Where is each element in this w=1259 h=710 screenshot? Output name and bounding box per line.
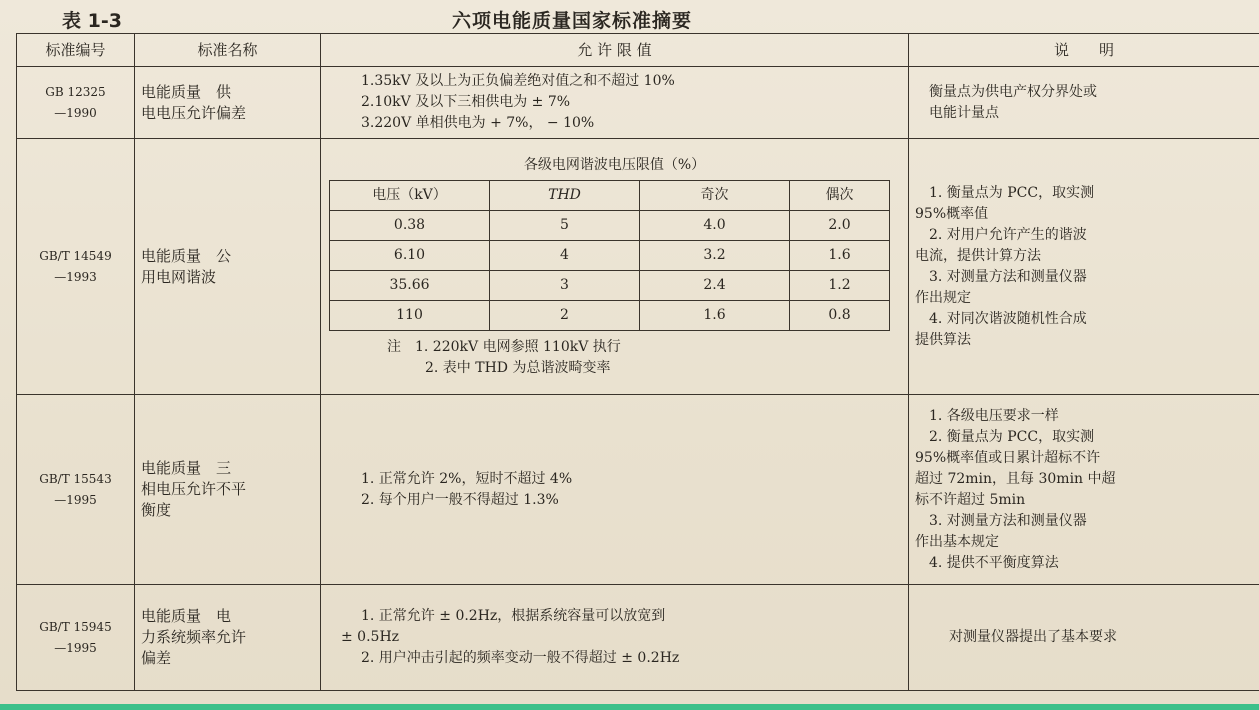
table-row — [17, 585, 1259, 691]
standard-code: GB/T 15945 —1995 — [17, 585, 135, 691]
standard-code: GB 12325 —1990 — [17, 67, 135, 139]
limit-cell: 1. 正常允许 ± 0.2Hz，根据系统容量可以放宽到 ± 0.5Hz 2. 用户冲击引起的频率变动一般不得超过 ± 0.2Hz — [321, 585, 909, 691]
harmonic-col-odd: 奇次 — [640, 180, 790, 210]
limit-cell: 1. 正常允许 2%，短时不超过 4% 2. 每个用户一般不得超过 1.3% — [321, 395, 909, 585]
header-row — [17, 34, 1259, 67]
table-row — [17, 139, 1259, 395]
table-title: 六项电能质量国家标准摘要 — [452, 10, 693, 32]
table-row — [17, 395, 1259, 585]
harmonic-col-voltage: 电压（kV） — [330, 180, 490, 210]
standard-name: 电能质量 供 电电压允许偏差 — [135, 67, 321, 139]
limit-cell: 1.35kV 及以上为正负偏差绝对值之和不超过 10% 2.10kV 及以下三相供电为 ± 7% 3.220V 单相供电为 + 7%， − 10% — [321, 67, 909, 139]
harmonic-table — [329, 180, 890, 331]
note-cell: 1. 衡量点为 PCC，取实测 95%概率值 2. 对用户允许产生的谐波 电流，提供计算方法 3. 对测量方法和测量仪器 作出规定 4. 对同次谐波随机性合成 提供算法 — [909, 139, 1259, 395]
harmonic-col-thd: THD — [490, 180, 640, 210]
harmonic-table-title: 各级电网谐波电压限值（%） — [523, 156, 706, 173]
standard-code: GB/T 15543 —1995 — [17, 395, 135, 585]
harmonic-row: 6.10 4 3.2 1.6 — [330, 240, 890, 270]
header-code: 标准编号 — [17, 34, 135, 67]
table-number: 表 1-3 — [62, 10, 122, 32]
note-cell: 对测量仪器提出了基本要求 — [909, 585, 1259, 691]
standard-name: 电能质量 三 相电压允许不平 衡度 — [135, 395, 321, 585]
note-cell: 1. 各级电压要求一样 2. 衡量点为 PCC，取实测 95%概率值或日累计超标不许 超过 72min，且每 30min 中超 标不许超过 5min 3. 对测量方法和测量仪器 作出基本规定 4. 提供不平衡度算法 — [909, 395, 1259, 585]
harmonic-row: 0.38 5 4.0 2.0 — [330, 210, 890, 240]
standards-table — [16, 33, 1259, 691]
header-name: 标准名称 — [135, 34, 321, 67]
harmonic-col-even: 偶次 — [790, 180, 890, 210]
harmonic-row: 35.66 3 2.4 1.2 — [330, 270, 890, 300]
standard-name: 电能质量 电 力系统频率允许 偏差 — [135, 585, 321, 691]
header-note: 说 明 — [909, 34, 1259, 67]
harmonic-row: 110 2 1.6 0.8 — [330, 300, 890, 330]
limit-cell — [321, 139, 909, 395]
table-caption — [0, 4, 1259, 32]
harmonic-header-row — [330, 180, 890, 210]
harmonic-notes: 注 1. 220kV 电网参照 110kV 执行 2. 表中 THD 为总谐波畸变率 — [387, 338, 621, 376]
note-cell: 衡量点为供电产权分界处或 电能计量点 — [909, 67, 1259, 139]
standard-code: GB/T 14549 —1993 — [17, 139, 135, 395]
table-row — [17, 67, 1259, 139]
bottom-border — [0, 704, 1259, 710]
standard-name: 电能质量 公 用电网谐波 — [135, 139, 321, 395]
header-limit: 允 许 限 值 — [321, 34, 909, 67]
